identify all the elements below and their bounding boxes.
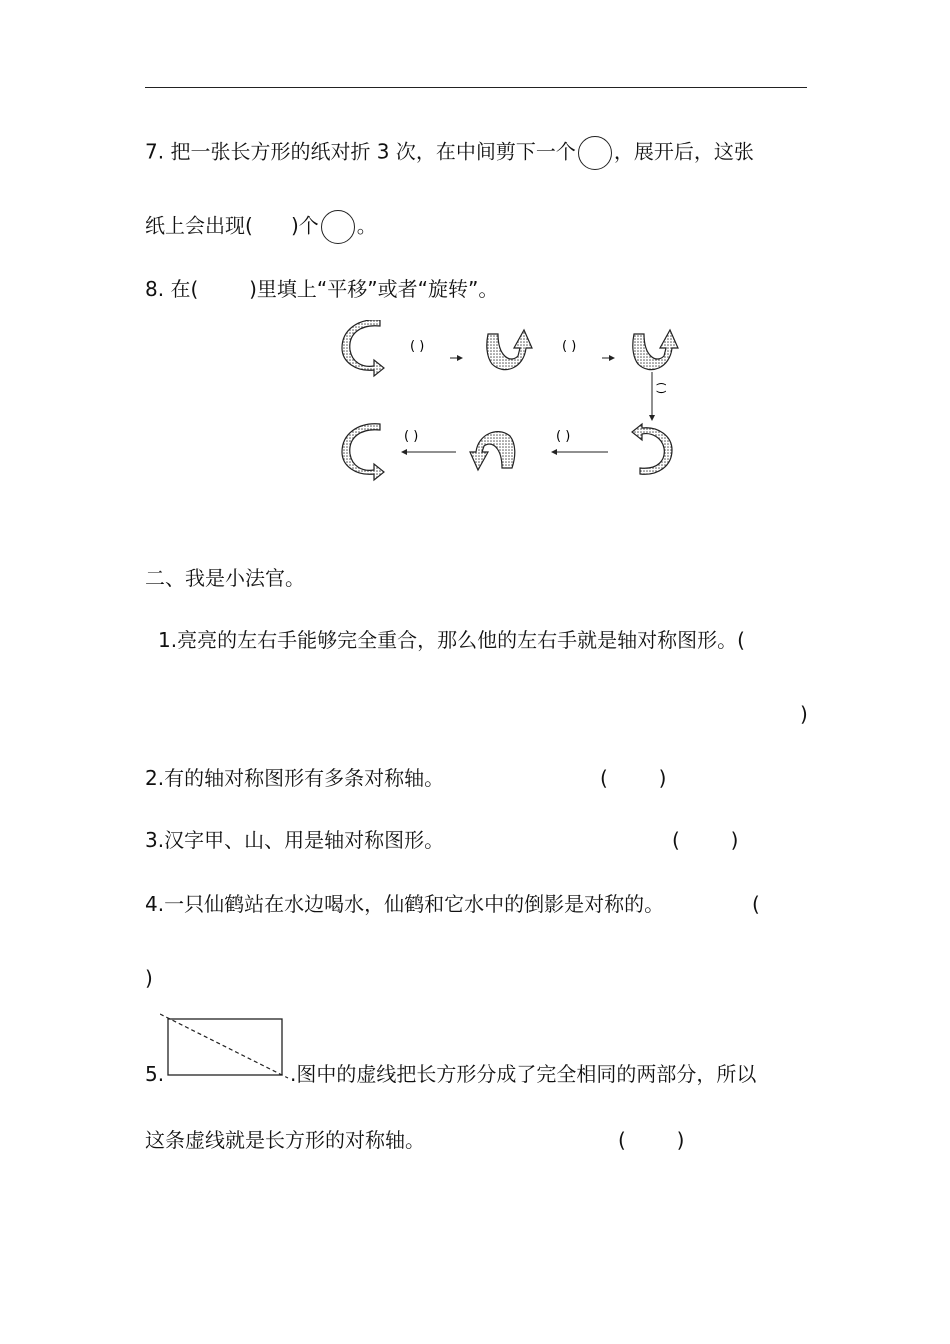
judge-item-3-paren[interactable]: ( )	[672, 828, 739, 852]
judge-item-4: 4.一只仙鹤站在水边喝水，仙鹤和它水中的倒影是对称的。	[145, 892, 665, 916]
circle-icon	[578, 136, 612, 170]
section2-title: 二、我是小法官。	[145, 566, 305, 590]
curved-arrow-shape-4	[632, 424, 672, 474]
q7-answer-blank[interactable]	[253, 214, 291, 238]
judge-item-5-text2: 这条虚线就是长方形的对称轴。	[145, 1128, 425, 1152]
circle-icon	[321, 210, 355, 244]
q7-text-e: 。	[356, 213, 377, 238]
curved-arrow-shape-3	[633, 330, 678, 370]
rectangle-diagonal-figure	[160, 1012, 290, 1080]
figure-paren-1[interactable]: ( )	[410, 339, 425, 354]
curved-arrow-shape-6	[342, 424, 384, 480]
figure-paren-5[interactable]: ( )	[404, 429, 419, 444]
judge-item-2: 2.有的轴对称图形有多条对称轴。	[145, 766, 445, 790]
judge-item-1: 1.亮亮的左右手能够完全重合，那么他的左右手就是轴对称图形。(	[158, 628, 745, 652]
q7-text-b: ，展开后，这张	[613, 139, 754, 164]
judge-item-5-number: 5.	[145, 1062, 165, 1086]
q7-line1	[145, 136, 754, 170]
header-rule	[145, 87, 807, 88]
judge-item-4-paren-close[interactable]: )	[145, 966, 153, 990]
judge-item-5-paren[interactable]: ( )	[618, 1128, 685, 1152]
q8-title: 8. 在( )里填上“平移”或者“旋转”。	[145, 277, 499, 301]
figure-paren-2[interactable]: ( )	[562, 339, 577, 354]
q7-text-a: 7. 把一张长方形的纸对折 3 次，在中间剪下一个	[145, 139, 576, 164]
q7-text-d: )个	[290, 213, 319, 238]
curved-arrow-shape-2	[487, 330, 532, 370]
curved-arrow-shape-1	[342, 320, 384, 376]
judge-item-5-text: .图中的虚线把长方形分成了完全相同的两部分，所以	[290, 1062, 757, 1086]
judge-item-3: 3.汉字甲、山、用是轴对称图形。	[145, 828, 445, 852]
dashed-diagonal	[160, 1014, 288, 1078]
judge-item-2-paren[interactable]: ( )	[600, 766, 667, 790]
judge-item-4-paren-open[interactable]: (	[752, 892, 760, 916]
q7-text-c: 纸上会出现(	[145, 213, 253, 238]
rotation-translation-figure	[340, 320, 700, 490]
curved-arrow-shape-5	[470, 432, 515, 470]
figure-paren-3[interactable]: ( )	[655, 382, 668, 395]
q7-line2	[145, 210, 377, 244]
figure-paren-4[interactable]: ( )	[556, 429, 571, 444]
judge-item-1-paren-close[interactable]: )	[800, 702, 808, 726]
